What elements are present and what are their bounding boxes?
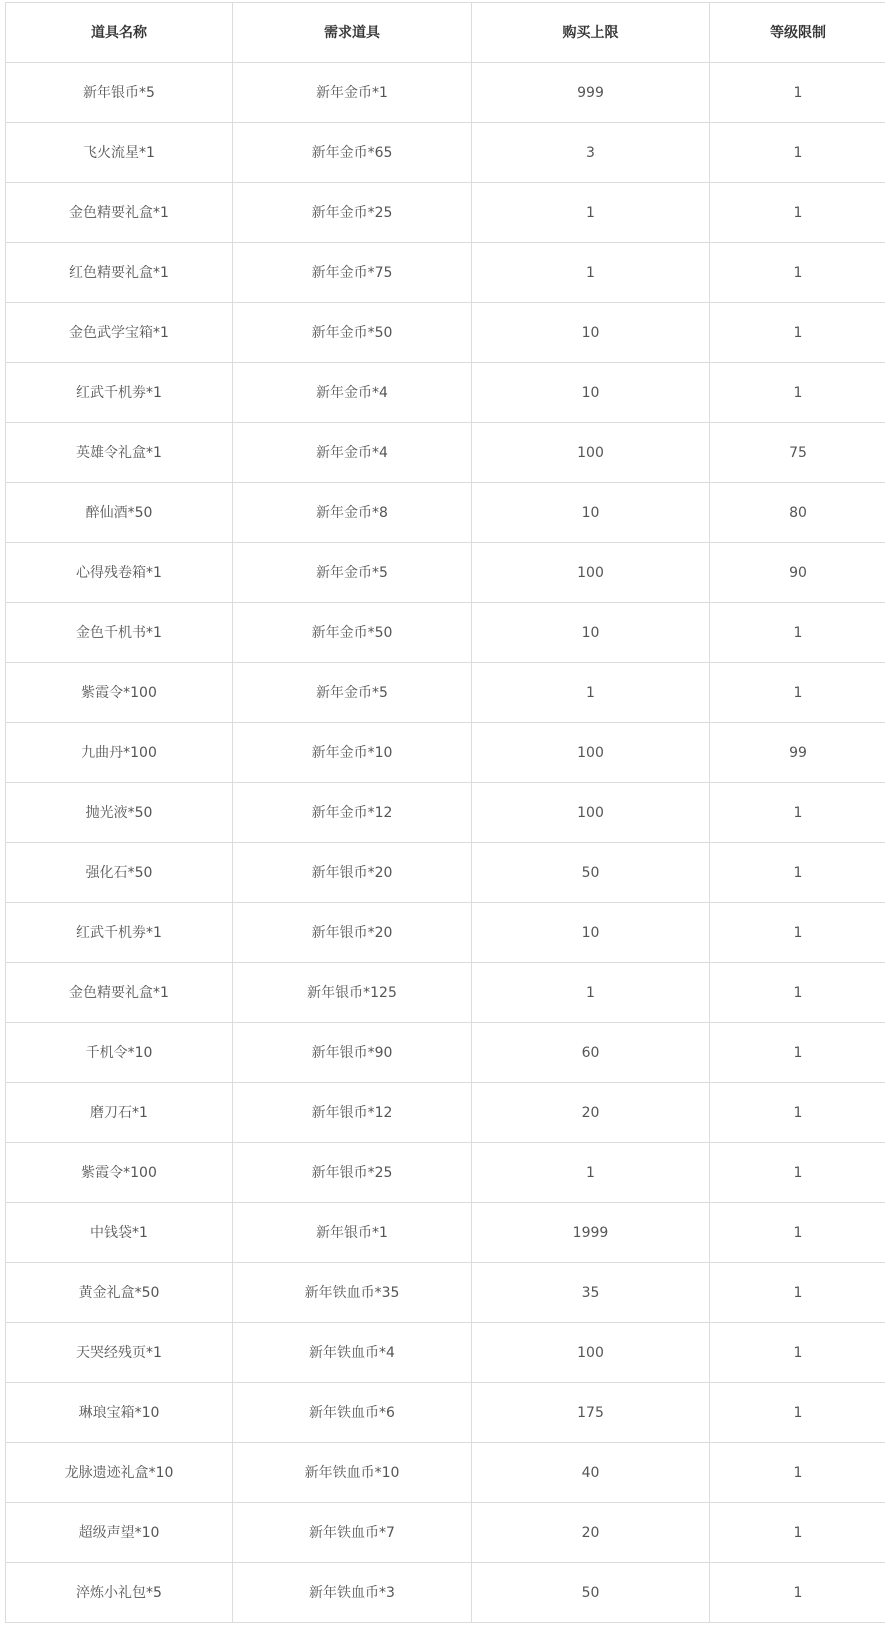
table-row bbox=[6, 183, 885, 243]
cell-required-item: 新年铁血币*6 bbox=[233, 1383, 472, 1443]
cell-item-name: 抛光液*50 bbox=[6, 783, 233, 843]
cell-purchase-limit: 60 bbox=[472, 1023, 710, 1083]
cell-purchase-limit: 10 bbox=[472, 603, 710, 663]
cell-purchase-limit: 100 bbox=[472, 543, 710, 603]
cell-purchase-limit: 1 bbox=[472, 963, 710, 1023]
cell-level-limit: 1 bbox=[710, 1083, 885, 1143]
cell-item-name: 超级声望*10 bbox=[6, 1503, 233, 1563]
cell-required-item: 新年金币*5 bbox=[233, 543, 472, 603]
cell-level-limit: 75 bbox=[710, 423, 885, 483]
cell-item-name: 金色千机书*1 bbox=[6, 603, 233, 663]
table-row bbox=[6, 843, 885, 903]
header-level-limit: 等级限制 bbox=[710, 3, 885, 63]
cell-item-name: 天哭经残页*1 bbox=[6, 1323, 233, 1383]
exchange-table bbox=[5, 2, 885, 1623]
cell-level-limit: 80 bbox=[710, 483, 885, 543]
cell-purchase-limit: 1 bbox=[472, 243, 710, 303]
table-row bbox=[6, 363, 885, 423]
cell-level-limit: 1 bbox=[710, 1203, 885, 1263]
cell-level-limit: 1 bbox=[710, 183, 885, 243]
table-row bbox=[6, 1443, 885, 1503]
cell-level-limit: 1 bbox=[710, 963, 885, 1023]
cell-purchase-limit: 175 bbox=[472, 1383, 710, 1443]
cell-required-item: 新年银币*12 bbox=[233, 1083, 472, 1143]
cell-required-item: 新年铁血币*4 bbox=[233, 1323, 472, 1383]
table-row bbox=[6, 483, 885, 543]
cell-level-limit: 1 bbox=[710, 303, 885, 363]
table-row bbox=[6, 603, 885, 663]
cell-purchase-limit: 20 bbox=[472, 1083, 710, 1143]
table-row bbox=[6, 1563, 885, 1623]
cell-required-item: 新年银币*20 bbox=[233, 843, 472, 903]
table-row bbox=[6, 963, 885, 1023]
cell-level-limit: 1 bbox=[710, 1023, 885, 1083]
cell-item-name: 淬炼小礼包*5 bbox=[6, 1563, 233, 1623]
table-header-row bbox=[6, 3, 885, 63]
cell-required-item: 新年金币*10 bbox=[233, 723, 472, 783]
cell-level-limit: 1 bbox=[710, 783, 885, 843]
cell-required-item: 新年银币*125 bbox=[233, 963, 472, 1023]
cell-required-item: 新年铁血币*7 bbox=[233, 1503, 472, 1563]
cell-required-item: 新年金币*25 bbox=[233, 183, 472, 243]
table-row bbox=[6, 663, 885, 723]
cell-purchase-limit: 100 bbox=[472, 783, 710, 843]
cell-required-item: 新年金币*65 bbox=[233, 123, 472, 183]
cell-level-limit: 1 bbox=[710, 1263, 885, 1323]
cell-item-name: 红色精要礼盒*1 bbox=[6, 243, 233, 303]
cell-item-name: 千机令*10 bbox=[6, 1023, 233, 1083]
cell-required-item: 新年金币*4 bbox=[233, 363, 472, 423]
cell-item-name: 琳琅宝箱*10 bbox=[6, 1383, 233, 1443]
header-item-name: 道具名称 bbox=[6, 3, 233, 63]
cell-level-limit: 1 bbox=[710, 243, 885, 303]
cell-purchase-limit: 10 bbox=[472, 483, 710, 543]
cell-required-item: 新年金币*50 bbox=[233, 603, 472, 663]
cell-item-name: 强化石*50 bbox=[6, 843, 233, 903]
table-row bbox=[6, 243, 885, 303]
cell-item-name: 金色精要礼盒*1 bbox=[6, 183, 233, 243]
cell-item-name: 新年银币*5 bbox=[6, 63, 233, 123]
cell-level-limit: 1 bbox=[710, 63, 885, 123]
cell-level-limit: 1 bbox=[710, 603, 885, 663]
cell-required-item: 新年金币*1 bbox=[233, 63, 472, 123]
table-row bbox=[6, 303, 885, 363]
table-row bbox=[6, 423, 885, 483]
table-row bbox=[6, 1263, 885, 1323]
cell-item-name: 九曲丹*100 bbox=[6, 723, 233, 783]
cell-purchase-limit: 999 bbox=[472, 63, 710, 123]
cell-level-limit: 1 bbox=[710, 1503, 885, 1563]
cell-purchase-limit: 1 bbox=[472, 183, 710, 243]
cell-purchase-limit: 100 bbox=[472, 423, 710, 483]
table-row bbox=[6, 723, 885, 783]
table-row bbox=[6, 1503, 885, 1563]
cell-purchase-limit: 50 bbox=[472, 843, 710, 903]
cell-purchase-limit: 50 bbox=[472, 1563, 710, 1623]
cell-item-name: 中钱袋*1 bbox=[6, 1203, 233, 1263]
cell-item-name: 心得残卷箱*1 bbox=[6, 543, 233, 603]
cell-required-item: 新年银币*25 bbox=[233, 1143, 472, 1203]
cell-purchase-limit: 40 bbox=[472, 1443, 710, 1503]
table-body bbox=[6, 63, 885, 1623]
cell-purchase-limit: 1 bbox=[472, 1143, 710, 1203]
cell-purchase-limit: 100 bbox=[472, 723, 710, 783]
table-row bbox=[6, 123, 885, 183]
exchange-table-container bbox=[5, 2, 885, 1623]
table-row bbox=[6, 1323, 885, 1383]
cell-required-item: 新年铁血币*10 bbox=[233, 1443, 472, 1503]
cell-required-item: 新年金币*5 bbox=[233, 663, 472, 723]
cell-purchase-limit: 35 bbox=[472, 1263, 710, 1323]
cell-required-item: 新年银币*20 bbox=[233, 903, 472, 963]
cell-item-name: 金色武学宝箱*1 bbox=[6, 303, 233, 363]
cell-required-item: 新年银币*90 bbox=[233, 1023, 472, 1083]
cell-purchase-limit: 20 bbox=[472, 1503, 710, 1563]
cell-item-name: 英雄令礼盒*1 bbox=[6, 423, 233, 483]
table-row bbox=[6, 1143, 885, 1203]
cell-purchase-limit: 100 bbox=[472, 1323, 710, 1383]
cell-required-item: 新年银币*1 bbox=[233, 1203, 472, 1263]
cell-item-name: 磨刀石*1 bbox=[6, 1083, 233, 1143]
cell-purchase-limit: 1999 bbox=[472, 1203, 710, 1263]
cell-level-limit: 1 bbox=[710, 843, 885, 903]
cell-item-name: 金色精要礼盒*1 bbox=[6, 963, 233, 1023]
cell-purchase-limit: 10 bbox=[472, 363, 710, 423]
cell-required-item: 新年金币*50 bbox=[233, 303, 472, 363]
cell-required-item: 新年金币*12 bbox=[233, 783, 472, 843]
cell-item-name: 紫霞令*100 bbox=[6, 1143, 233, 1203]
cell-item-name: 飞火流星*1 bbox=[6, 123, 233, 183]
cell-required-item: 新年金币*75 bbox=[233, 243, 472, 303]
cell-purchase-limit: 10 bbox=[472, 303, 710, 363]
header-required-item: 需求道具 bbox=[233, 3, 472, 63]
cell-item-name: 黄金礼盒*50 bbox=[6, 1263, 233, 1323]
cell-level-limit: 1 bbox=[710, 663, 885, 723]
cell-level-limit: 1 bbox=[710, 1443, 885, 1503]
table-row bbox=[6, 1203, 885, 1263]
cell-item-name: 紫霞令*100 bbox=[6, 663, 233, 723]
header-purchase-limit: 购买上限 bbox=[472, 3, 710, 63]
cell-level-limit: 1 bbox=[710, 123, 885, 183]
table-row bbox=[6, 783, 885, 843]
table-row bbox=[6, 63, 885, 123]
cell-level-limit: 90 bbox=[710, 543, 885, 603]
table-row bbox=[6, 1083, 885, 1143]
cell-required-item: 新年铁血币*35 bbox=[233, 1263, 472, 1323]
cell-required-item: 新年金币*4 bbox=[233, 423, 472, 483]
cell-item-name: 龙脉遗迹礼盒*10 bbox=[6, 1443, 233, 1503]
cell-purchase-limit: 3 bbox=[472, 123, 710, 183]
table-row bbox=[6, 543, 885, 603]
cell-level-limit: 1 bbox=[710, 1143, 885, 1203]
cell-item-name: 红武千机劵*1 bbox=[6, 363, 233, 423]
cell-purchase-limit: 10 bbox=[472, 903, 710, 963]
cell-level-limit: 1 bbox=[710, 1323, 885, 1383]
table-row bbox=[6, 1383, 885, 1443]
cell-level-limit: 99 bbox=[710, 723, 885, 783]
cell-level-limit: 1 bbox=[710, 363, 885, 423]
cell-required-item: 新年金币*8 bbox=[233, 483, 472, 543]
cell-level-limit: 1 bbox=[710, 1563, 885, 1623]
table-row bbox=[6, 903, 885, 963]
cell-required-item: 新年铁血币*3 bbox=[233, 1563, 472, 1623]
cell-level-limit: 1 bbox=[710, 1383, 885, 1443]
table-row bbox=[6, 1023, 885, 1083]
cell-level-limit: 1 bbox=[710, 903, 885, 963]
cell-item-name: 醉仙酒*50 bbox=[6, 483, 233, 543]
cell-purchase-limit: 1 bbox=[472, 663, 710, 723]
cell-item-name: 红武千机劵*1 bbox=[6, 903, 233, 963]
